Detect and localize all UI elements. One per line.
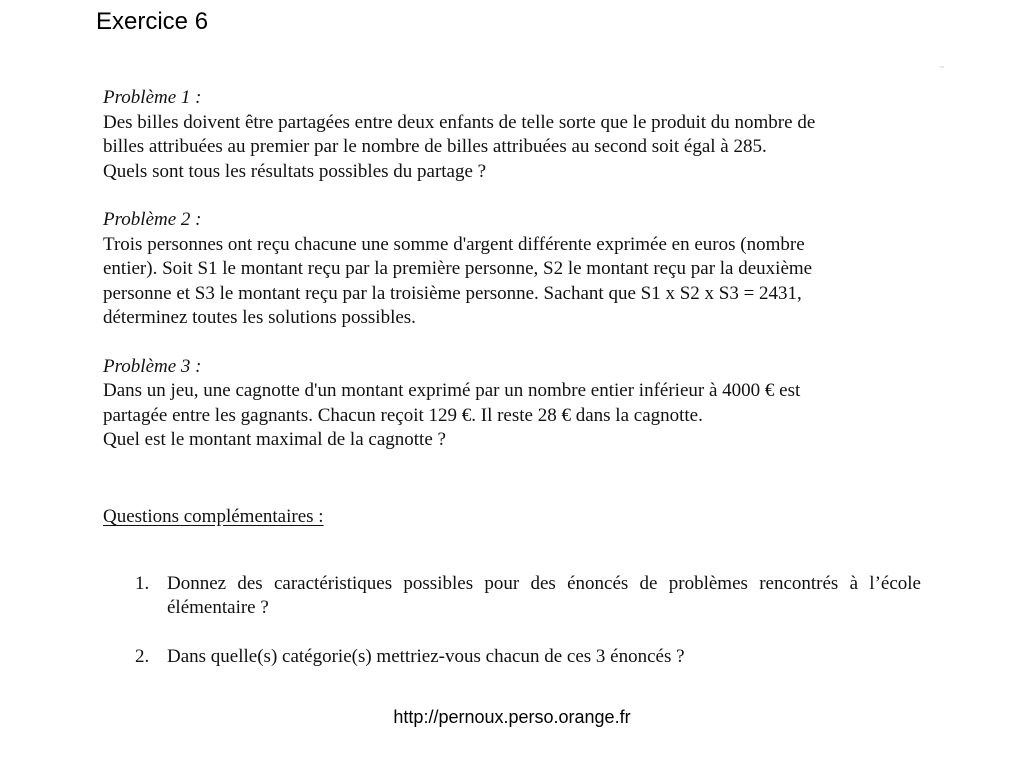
problem-text-line: Quel est le montant maximal de la cagnotte ? xyxy=(103,429,446,450)
question-text: Dans quelle(s) catégorie(s) mettriez-vous chacun de ces 3 énoncés ? xyxy=(167,645,685,667)
problems-section xyxy=(103,86,921,453)
questions-section xyxy=(103,505,921,669)
problem-2 xyxy=(103,208,921,331)
problem-1 xyxy=(103,86,921,184)
question-text: Donnez des caractéristiques possibles pour des énoncés de problèmes rencontrés à l’école élémentaire ? xyxy=(167,572,921,618)
problem-text-line: partagée entre les gagnants. Chacun reçoit 129 €. Il reste 28 € dans la cagnotte. xyxy=(103,404,703,426)
question-item xyxy=(103,572,921,621)
problem-text-line: déterminez toutes les solutions possibles. xyxy=(103,307,416,328)
problem-text-line: entier). Soit S1 le montant reçu par la première personne, S2 le montant reçu par la deuxième xyxy=(103,258,813,279)
slide-title: Exercice 6 xyxy=(96,8,209,35)
problem-text-line: personne et S3 le montant reçu par la troisième personne. Sachant que S1 x S2 x S3 = 2431, xyxy=(103,282,802,304)
problem-heading: Problème 1 : xyxy=(103,87,202,108)
question-item xyxy=(103,645,921,670)
problem-3 xyxy=(103,355,921,453)
problem-text-line: Dans un jeu, une cagnotte d'un montant exprimé par un nombre entier inférieur à 4000 € est xyxy=(103,380,801,401)
problem-text-line: Trois personnes ont reçu chacune une somme d'argent différente exprimée en euros (nombre xyxy=(103,233,805,255)
question-list xyxy=(103,572,921,670)
question-number-label: 2. xyxy=(135,645,150,667)
question-number xyxy=(103,572,167,621)
problem-heading: Problème 2 : xyxy=(103,209,202,230)
scan-artifact-mark xyxy=(940,66,944,68)
question-number-label: 1. xyxy=(135,572,150,594)
question-number xyxy=(103,645,167,670)
problem-heading: Problème 3 : xyxy=(103,355,202,377)
problem-text-line: Quels sont tous les résultats possibles du partage ? xyxy=(103,160,487,182)
problem-text-line: Des billes doivent être partagées entre deux enfants de telle sorte que le produit du nombre de xyxy=(103,111,816,133)
footer-url: http://pernoux.perso.orange.fr xyxy=(393,707,631,727)
questions-heading: Questions complémentaires : xyxy=(103,506,324,527)
problem-text-line: billes attribuées au premier par le nombre de billes attribuées au second soit égal à 285. xyxy=(103,136,767,157)
